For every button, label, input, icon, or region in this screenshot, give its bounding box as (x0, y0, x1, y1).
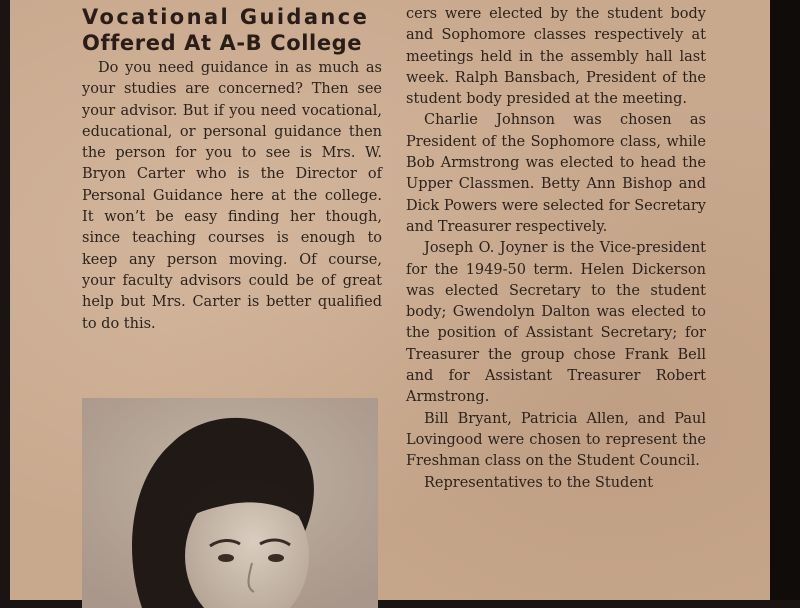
newspaper-clipping (10, 0, 770, 600)
headline-line-1: Vocational Guidance (82, 5, 370, 29)
scan-border (770, 0, 800, 600)
article-paragraph: Bill Bryant, Patricia Allen, and Paul Lovingood were chosen to represent the Freshman class on the Student Council. (406, 410, 706, 470)
headline-line-2: Offered At A-B College (82, 31, 363, 55)
article-paragraph: Joseph O. Joyner is the Vice-president for the 1949-50 term. Helen Dickerson was elected Secretary to the student body; Gwendolyn Dalton was elected to the position of Assistant Secretary; for Treasurer the group chose Frank Bell and for Assistant Treasurer Robert Armstrong. (406, 240, 706, 406)
article-paragraph: Charlie Johnson was chosen as President of the Sophomore class, while Bob Armstrong was elected to head the Upper Classmen. Betty Ann Bishop and Dick Powers were selected for Secretary and Treasurer respectively. (406, 112, 706, 235)
article-paragraph: Representatives to the Student (424, 474, 654, 491)
article-paragraph: cers were elected by the student body and Sophomore classes respectively at meetings held in the assembly hall last week. Ralph Bansbach, President of the student body presided at the meeting. (406, 6, 706, 108)
article-headline (82, 4, 382, 56)
article-vocational-guidance (82, 4, 382, 335)
portrait-photo-image (82, 398, 378, 608)
article-student-elections (406, 4, 706, 494)
portrait-photo (82, 398, 378, 608)
article-body: Do you need guidance in as much as your studies are concerned? Then see your advisor. But if you need vocational, educational, or personal guidance then the person for you to see is Mrs. W. Bryon Carter who is the Director of Personal Guidance here at the college. It won’t be easy finding her though, since teaching courses is enough to keep any person moving. Of course, your faculty advisors could be of great help but Mrs. Carter is better qualified to do this. (82, 60, 382, 332)
